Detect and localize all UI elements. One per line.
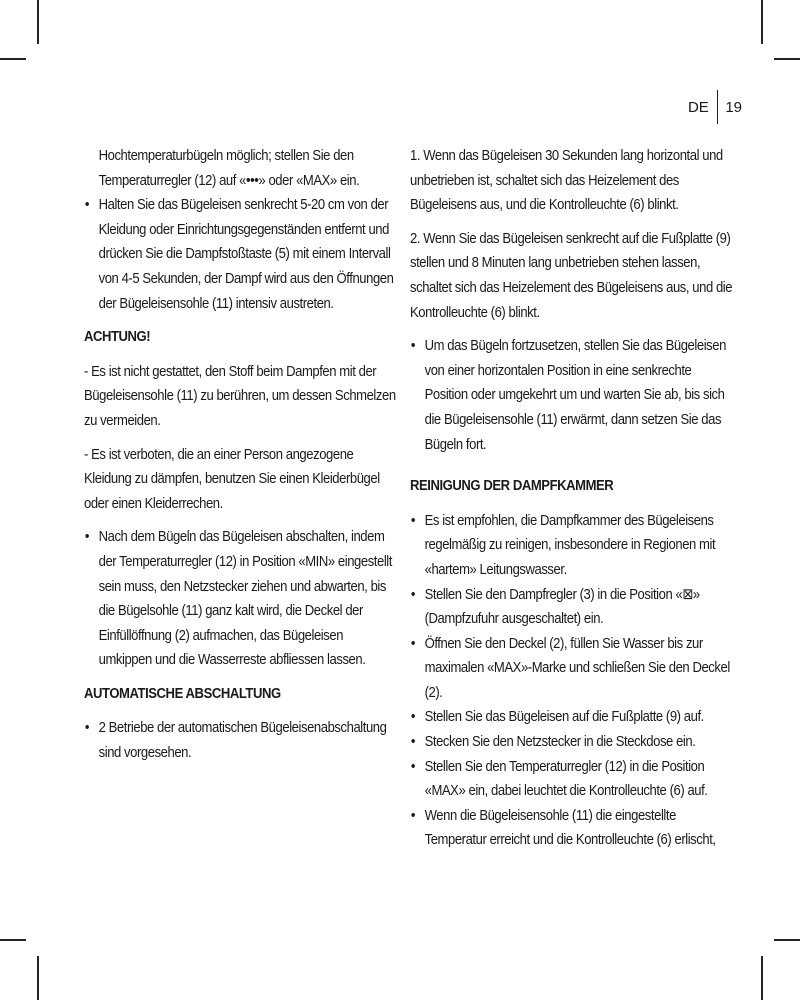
crop-mark-bottom-left-v [37,956,39,1000]
paragraph: 1. Wenn das Bügeleisen 30 Sekunden lang horizontal und unbetrieben ist, schaltet sich das Heizelement des Bügeleisens aus, und die Kontrolleuchte (6) blinkt. [410,147,723,214]
bullet-list [84,525,399,673]
warning-heading: ACHTUNG! [84,328,151,346]
crop-mark-bottom-right-h [774,939,800,941]
list-item: • Stecken Sie den Netzstecker in die Steckdose ein. [410,730,735,755]
crop-mark-top-right-h [774,58,800,60]
list-item: • Nach dem Bügeln das Bügeleisen abschalten, indem der Temperaturregler (12) in Position «MIN» eingestellt sein muss, den Netzstecker ziehen und abwarten, bis die Bügelsohle (11) ganz kalt wird, die Deckel der Einfüllöffnung (2) aufmachen, das Bügeleisen umkippen und die Wasserreste abfliessen lassen. [84,525,399,673]
section-heading: REINIGUNG DER DAMPFKAMMER [410,477,614,495]
warning-paragraph: - Es ist verboten, die an einer Person angezogene Kleidung zu dämpfen, benutzen Sie einen Kleiderbügel oder einen Kleiderrechen. [84,445,380,512]
continued-text: Hochtemperaturbügeln möglich; stellen Sie den Temperaturregler (12) auf «•••» oder «MAX» ein. [98,147,360,189]
list-item: • Halten Sie das Bügeleisen senkrecht 5-20 cm von der Kleidung oder Einrichtungsgegenständen entfernt und drücken Sie die Dampfstoßtaste (5) mit einem Intervall von 4-5 Sekunden, der Dampf wird aus den Öffnungen der Bügeleisensohle (11) intensiv austreten. [84,193,399,316]
list-item: • Stellen Sie das Bügeleisen auf die Fußplatte (9) auf. [410,705,735,730]
list-item: • Öffnen Sie den Deckel (2), füllen Sie Wasser bis zur maximalen «MAX»-Marke und schließen Sie den Deckel (2). [410,632,735,706]
list-item: • Um das Bügeln fortzusetzen, stellen Sie das Bügeleisen von einer horizontalen Position in eine senkrechte Position oder umgekehrt um und warten Sie ab, bis sich die Bügeleisensohle (11) erwärmt, dann setzen Sie das Bügeln fort. [410,334,735,457]
list-item: • Stellen Sie den Dampfregler (3) in die Position «⊠» (Dampfzufuhr ausgeschaltet) ein. [410,583,735,632]
list-item: • Stellen Sie den Temperaturregler (12) in die Position «MAX» ein, dabei leuchtet die Kontrolleuchte (6) auf. [410,755,735,804]
crop-mark-bottom-right-v [761,956,763,1000]
crop-mark-top-left-h [0,58,26,60]
list-item: • Es ist empfohlen, die Dampfkammer des Bügeleisens regelmäßig zu reinigen, insbesondere in Regionen mit «hartem» Leitungswasser. [410,509,735,583]
list-item: • 2 Betriebe der automatischen Bügeleisenabschaltung sind vorgesehen. [84,716,399,765]
header-separator [717,90,719,124]
left-column [84,144,399,775]
section-heading: AUTOMATISCHE ABSCHALTUNG [84,684,281,702]
warning-paragraph: - Es ist nicht gestattet, den Stoff beim Dampfen mit der Bügeleisensohle (11) zu berühren, um dessen Schmelzen zu vermeiden. [84,362,396,429]
list-item: • Wenn die Bügeleisensohle (11) die eingestellte Temperatur erreicht und die Kontrolleuchte (6) erlischt, [410,804,735,853]
crop-mark-top-right-v [761,0,763,44]
page-header [688,90,742,124]
page-number: 19 [725,98,742,116]
bullet-list [84,193,399,316]
bullet-list [84,716,399,765]
paragraph: 2. Wenn Sie das Bügeleisen senkrecht auf die Fußplatte (9) stellen und 8 Minuten lang unbetrieben stehen lassen, schaltet sich das Heizelement des Bügeleisens aus, und die Kontrolleuchte (6) blinkt. [410,229,733,321]
crop-mark-bottom-left-h [0,939,26,941]
crop-mark-top-left-v [37,0,39,44]
language-code: DE [687,98,709,116]
bullet-list [410,334,735,457]
right-column [410,144,735,862]
bullet-list [410,509,735,853]
